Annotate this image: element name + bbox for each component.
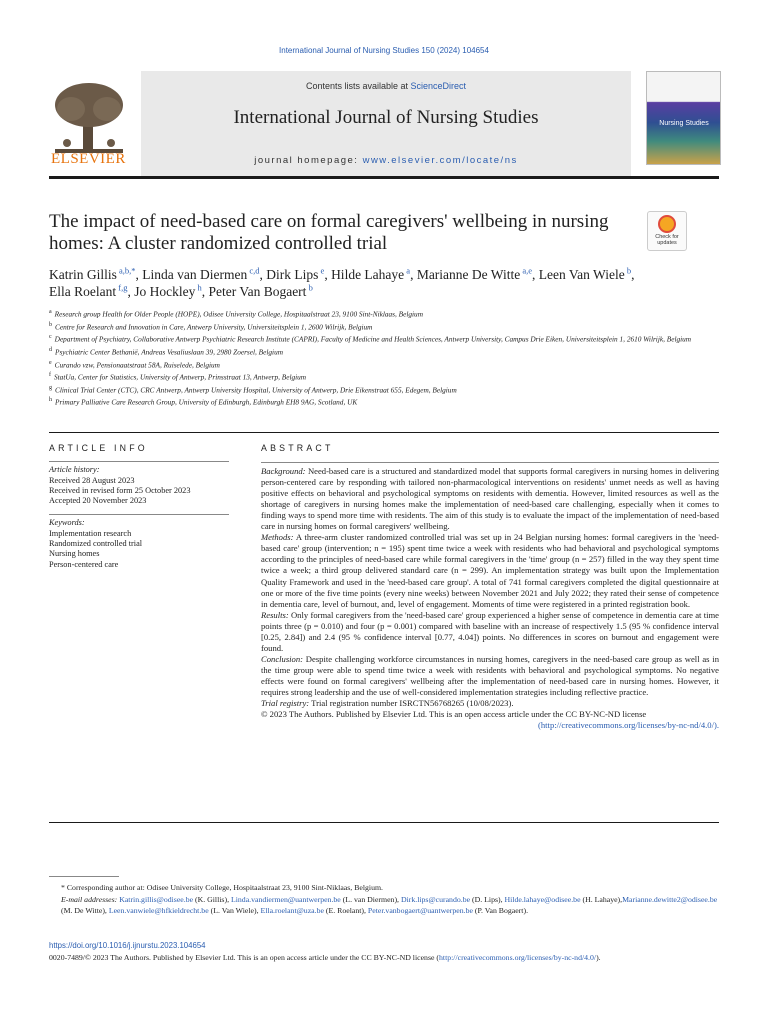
affiliation-item [49, 370, 721, 383]
affiliation-label: a [49, 309, 52, 315]
abstract-section [261, 698, 719, 709]
author-separator: , [201, 284, 209, 299]
keyword-item: Nursing homes [49, 549, 100, 559]
front-matter-rule [49, 432, 719, 433]
masthead [49, 71, 719, 176]
masthead-rule [49, 176, 719, 179]
journal-banner [141, 71, 631, 176]
author-affiliation-marker[interactable]: h [195, 282, 202, 293]
email-link[interactable]: Linda.vandiermen@uantwerpen.be [230, 894, 341, 904]
email-owner: (L. van Diermen), [340, 894, 401, 904]
abstract-section-label: Background: [261, 466, 306, 477]
author-separator: , [324, 267, 332, 282]
abstract-section-label: Conclusion: [261, 653, 304, 664]
check-updates-label: Check for updates [655, 234, 679, 246]
issn-text: 0020-7489/© 2023 The Authors. Published by Elsevier Ltd. This is an open access article under the CC BY-NC-ND license ( [49, 953, 439, 962]
author-name: Ella Roelant [49, 284, 117, 299]
affiliation-text: Curando vzw, Pensionaatstraat 58A, Ruiselede, Belgium [54, 359, 220, 369]
email-owner: (E. Roelant), [323, 906, 368, 915]
author-affiliation-marker[interactable]: a,e [520, 265, 533, 276]
affiliation-label: d [49, 346, 52, 353]
abstract-column [261, 443, 719, 731]
author-name: Hilde Lahaye [331, 267, 405, 282]
affiliation-text: Centre for Research and Innovation in Care, Antwerp University, Universiteitsplein 1, 2600 Wilrijk, Belgium [55, 322, 373, 332]
affiliation-label: h [49, 397, 52, 404]
affiliation-text: Psychiatric Center Bethanië, Andreas Vesaliuslaan 39, 2980 Zoersel, Belgium [55, 347, 283, 357]
history-list [49, 476, 229, 507]
keyword-item: Randomized controlled trial [49, 539, 143, 549]
check-for-updates-button[interactable] [647, 211, 687, 251]
email-link[interactable]: Katrin.gillis@odisee.be [119, 894, 194, 904]
author-name: Linda van Diermen [142, 267, 248, 282]
keywords-divider [49, 514, 229, 515]
affiliation-label: e [49, 359, 52, 366]
email-link[interactable]: Peter.vanbogaert@uantwerpen.be [367, 906, 473, 915]
affiliation-label: g [49, 384, 52, 391]
abstract-section-label: Methods: [261, 532, 294, 543]
author-affiliation-marker[interactable]: c,d [247, 265, 260, 276]
email-link[interactable]: Hilde.lahaye@odisee.be [504, 894, 581, 904]
author-separator: , [631, 267, 635, 282]
author-name: Leen Van Wiele [538, 267, 625, 282]
author-name: Katrin Gillis [49, 267, 117, 282]
email-link[interactable]: Dirk.lips@curando.be [400, 894, 471, 904]
journal-homepage [141, 155, 631, 166]
author-separator: , [259, 267, 267, 282]
author-name: Marianne De Witte [416, 267, 521, 282]
footnote-rule [49, 876, 119, 877]
article-title: The impact of need-based care on formal caregivers' wellbeing in nursing homes: A cluster randomized controlled trial [49, 211, 609, 254]
author-affiliation-marker[interactable]: b [624, 265, 632, 276]
issn-end: ). [596, 953, 601, 962]
email-addresses [49, 894, 721, 917]
email-owner: (L. Van Wiele), [208, 906, 261, 915]
license-text: © 2023 The Authors. Published by Elsevier Ltd. This is an open access article under the CC BY-NC-ND license [261, 709, 647, 720]
abstract-heading: ABSTRACT [261, 443, 334, 453]
author-name: Peter Van Bogaert [208, 284, 307, 299]
author-affiliation-marker[interactable]: f,g [116, 282, 128, 293]
footnotes [49, 882, 721, 917]
author-affiliation-marker[interactable]: e [318, 265, 325, 276]
abstract-section-text: A three-arm cluster randomized controlled trial was set up in 24 Belgian nursing homes: formal caregivers in the 'need-based care' group (intervention; n = 195) spent time twice a week with residents who had behavioral and psychological symptoms according to the principles of need-based care while formal caregivers in the 'time' group (n = 257) filled in the way they spent time twice a week; a third group delivered standard care (n = 299). An implementation strategy was built upon the Implementation Quality Framework and used in the 'need-based care group'. A total of 741 formal caregivers completed the digital questionnaire at one or more of the five time points (every nine weeks) between November 2021 and July 2022; they rated their sense of competence in dementia care, level of burnout, and, level of engagement. Moments of time were registered in a printed registration book. [261, 532, 719, 609]
history-item: Received 28 August 2023 [49, 475, 135, 485]
email-owner: (K. Gillis), [193, 894, 231, 904]
history-item: Received in revised form 25 October 2023 [49, 485, 191, 495]
article-info-heading: ARTICLE INFO [49, 443, 148, 453]
body-end-rule [49, 822, 719, 823]
affiliation-item [49, 395, 721, 408]
author-affiliation-marker[interactable]: a,b,* [116, 265, 136, 276]
abstract-section [261, 654, 719, 698]
author-name: Dirk Lips [266, 267, 319, 282]
abstract-section [261, 532, 719, 609]
license-link[interactable]: (http://creativecommons.org/licenses/by-nc-nd/4.0/). [538, 720, 719, 731]
abstract-section-label: Trial registry: [261, 698, 310, 709]
article-info-divider [49, 461, 229, 462]
article-info-column [49, 443, 229, 570]
abstract-divider [261, 462, 719, 463]
author-separator: , [127, 284, 135, 299]
sciencedirect-link[interactable]: ScienceDirect [410, 81, 467, 91]
contents-line [141, 81, 631, 91]
abstract-section [261, 466, 719, 532]
affiliation-item [49, 383, 721, 396]
journal-title: International Journal of Nursing Studies [233, 107, 539, 128]
affiliation-text: StatUa, Center for Statistics, University of Antwerp, Prinsstraat 13, Antwerp, Belgium [54, 372, 307, 382]
email-owner: (P. Van Bogaert). [472, 906, 529, 915]
doi-link[interactable] [49, 941, 206, 950]
email-link[interactable]: Leen.vanwiele@hfkieldrecht.be [108, 906, 209, 915]
history-label: Article history: [49, 465, 100, 475]
keyword-item: Person-centered care [49, 559, 119, 569]
author-affiliation-marker[interactable]: b [306, 282, 313, 293]
author-affiliation-marker[interactable]: a [404, 265, 411, 276]
cover-title: Nursing Studies [659, 120, 709, 127]
abstract-section-label: Results: [261, 609, 289, 620]
elsevier-wordmark: ELSEVIER [51, 151, 126, 167]
affiliation-text: Department of Psychiatry, Collaborative Antwerp Psychiatric Research Institute (CAPRI), Faculty of Medicine and Health Sciences, Antwerp University, Campus Drie Eiken, Universiteitsplein 1, 2610 Wilrijk, Belgium [54, 334, 692, 344]
email-owner: (D. Lips), [470, 894, 505, 904]
affiliation-text: Primary Palliative Care Research Group, University of Edinburgh, Edinburgh EH8 9AG, Scotland, UK [55, 397, 358, 407]
doi-link-text[interactable]: https://doi.org/10.1016/j.ijnurstu.2023.104654 [49, 941, 206, 950]
issn-license-link[interactable]: http://creativecommons.org/licenses/by-nc-nd/4.0/ [439, 953, 597, 962]
affiliation-text: Clinical Trial Center (CTC), CRC Antwerp, Antwerp University Hospital, University of Antwerp, Drie Eikenstraat 655, Edegem, Belgium [55, 385, 457, 395]
author-separator: , [135, 267, 143, 282]
affiliation-item [49, 345, 721, 358]
keywords-label: Keywords: [49, 518, 85, 528]
email-link[interactable]: Marianne.dewitte2@odisee.be [622, 894, 718, 904]
affiliation-item [49, 320, 721, 333]
affiliation-label: f [49, 372, 51, 379]
email-owner: (M. De Witte), [61, 906, 109, 915]
abstract-section-text: Trial registration number ISRCTN56768265 (10/08/2023). [309, 698, 514, 709]
keyword-item: Implementation research [49, 528, 132, 538]
corresponding-author-note: * Corresponding author at: Odisee University College, Hospitaalstraat 23, 9100 Sint-Niklaas, Belgium. [61, 883, 384, 892]
affiliation-label: b [49, 321, 52, 328]
author-separator: , [410, 267, 417, 282]
author-list [49, 266, 719, 300]
email-link[interactable]: Ella.roelant@uza.be [260, 906, 324, 915]
affiliation-label: c [49, 334, 52, 341]
abstract-section [261, 610, 719, 654]
journal-reference-link[interactable]: International Journal of Nursing Studies 150 (2024) 104654 [279, 46, 489, 55]
issn-license-line [49, 953, 729, 962]
journal-cover-thumbnail[interactable] [646, 71, 721, 165]
contents-prefix: Contents lists available at [305, 81, 411, 91]
homepage-link[interactable]: www.elsevier.com/locate/ns [362, 155, 518, 166]
email-owner: (H. Lahaye), [580, 894, 623, 904]
history-item: Accepted 20 November 2023 [49, 496, 147, 506]
keywords-list [49, 529, 229, 570]
email-label: E-mail addresses: [61, 894, 120, 904]
abstract-section-text: Need-based care is a structured and standardized model that supports formal caregivers in nursing homes in delivering person-centered care by responding with tailored non-pharmacological interventions on residents' unmet needs as well as having positive effects on behavioral and psychological symptoms on residents with dementia. However, limited resources as well as the shortage of caregivers in nursing homes make the implementation of need-based care challenging, especially when it comes to finding ways to spend more time with residents. The aim of this study is to evaluate the impact of the implementation of need-based care in nursing homes on formal caregivers' wellbeing. [261, 466, 719, 532]
affiliation-list [49, 307, 721, 408]
check-updates-icon [658, 215, 676, 233]
homepage-prefix: journal homepage: [254, 155, 363, 166]
affiliation-text: Research group Health for Older People (HOPE), Odisee University College, Hospitaalstraat 23, 9100 Sint-Niklaas, Belgium [54, 309, 423, 319]
author-name: Jo Hockley [134, 284, 196, 299]
affiliation-item [49, 332, 721, 345]
abstract-section-text: Only formal caregivers from the 'need-based care' group experienced a higher sense of competence in dementia care at time points three (p = 0.010) and four (p = 0.001) compared with baseline with an increase of respectively 1.5 (95 % confidence interval [0.25, 2.84]) and 2.4 (95 % confidence interval [0.77, 4.04]) points. No differences in scores on burnout and engagement were found. [261, 609, 719, 653]
abstract-section-text: Despite challenging workforce circumstances in nursing homes, caregivers in the need-based care group as well as in the time group were able to spend time twice a week with residents with behavioral and psychological symptoms. No negative effects were found on formal caregivers' wellbeing after the implementation of need-based care in nursing homes. However, it requires strong leadership and the use of well-considered implementation strategies including reflective practice. [261, 653, 719, 697]
abstract-body [261, 466, 719, 709]
affiliation-item [49, 307, 721, 320]
author-separator: , [532, 267, 539, 282]
affiliation-item [49, 358, 721, 371]
